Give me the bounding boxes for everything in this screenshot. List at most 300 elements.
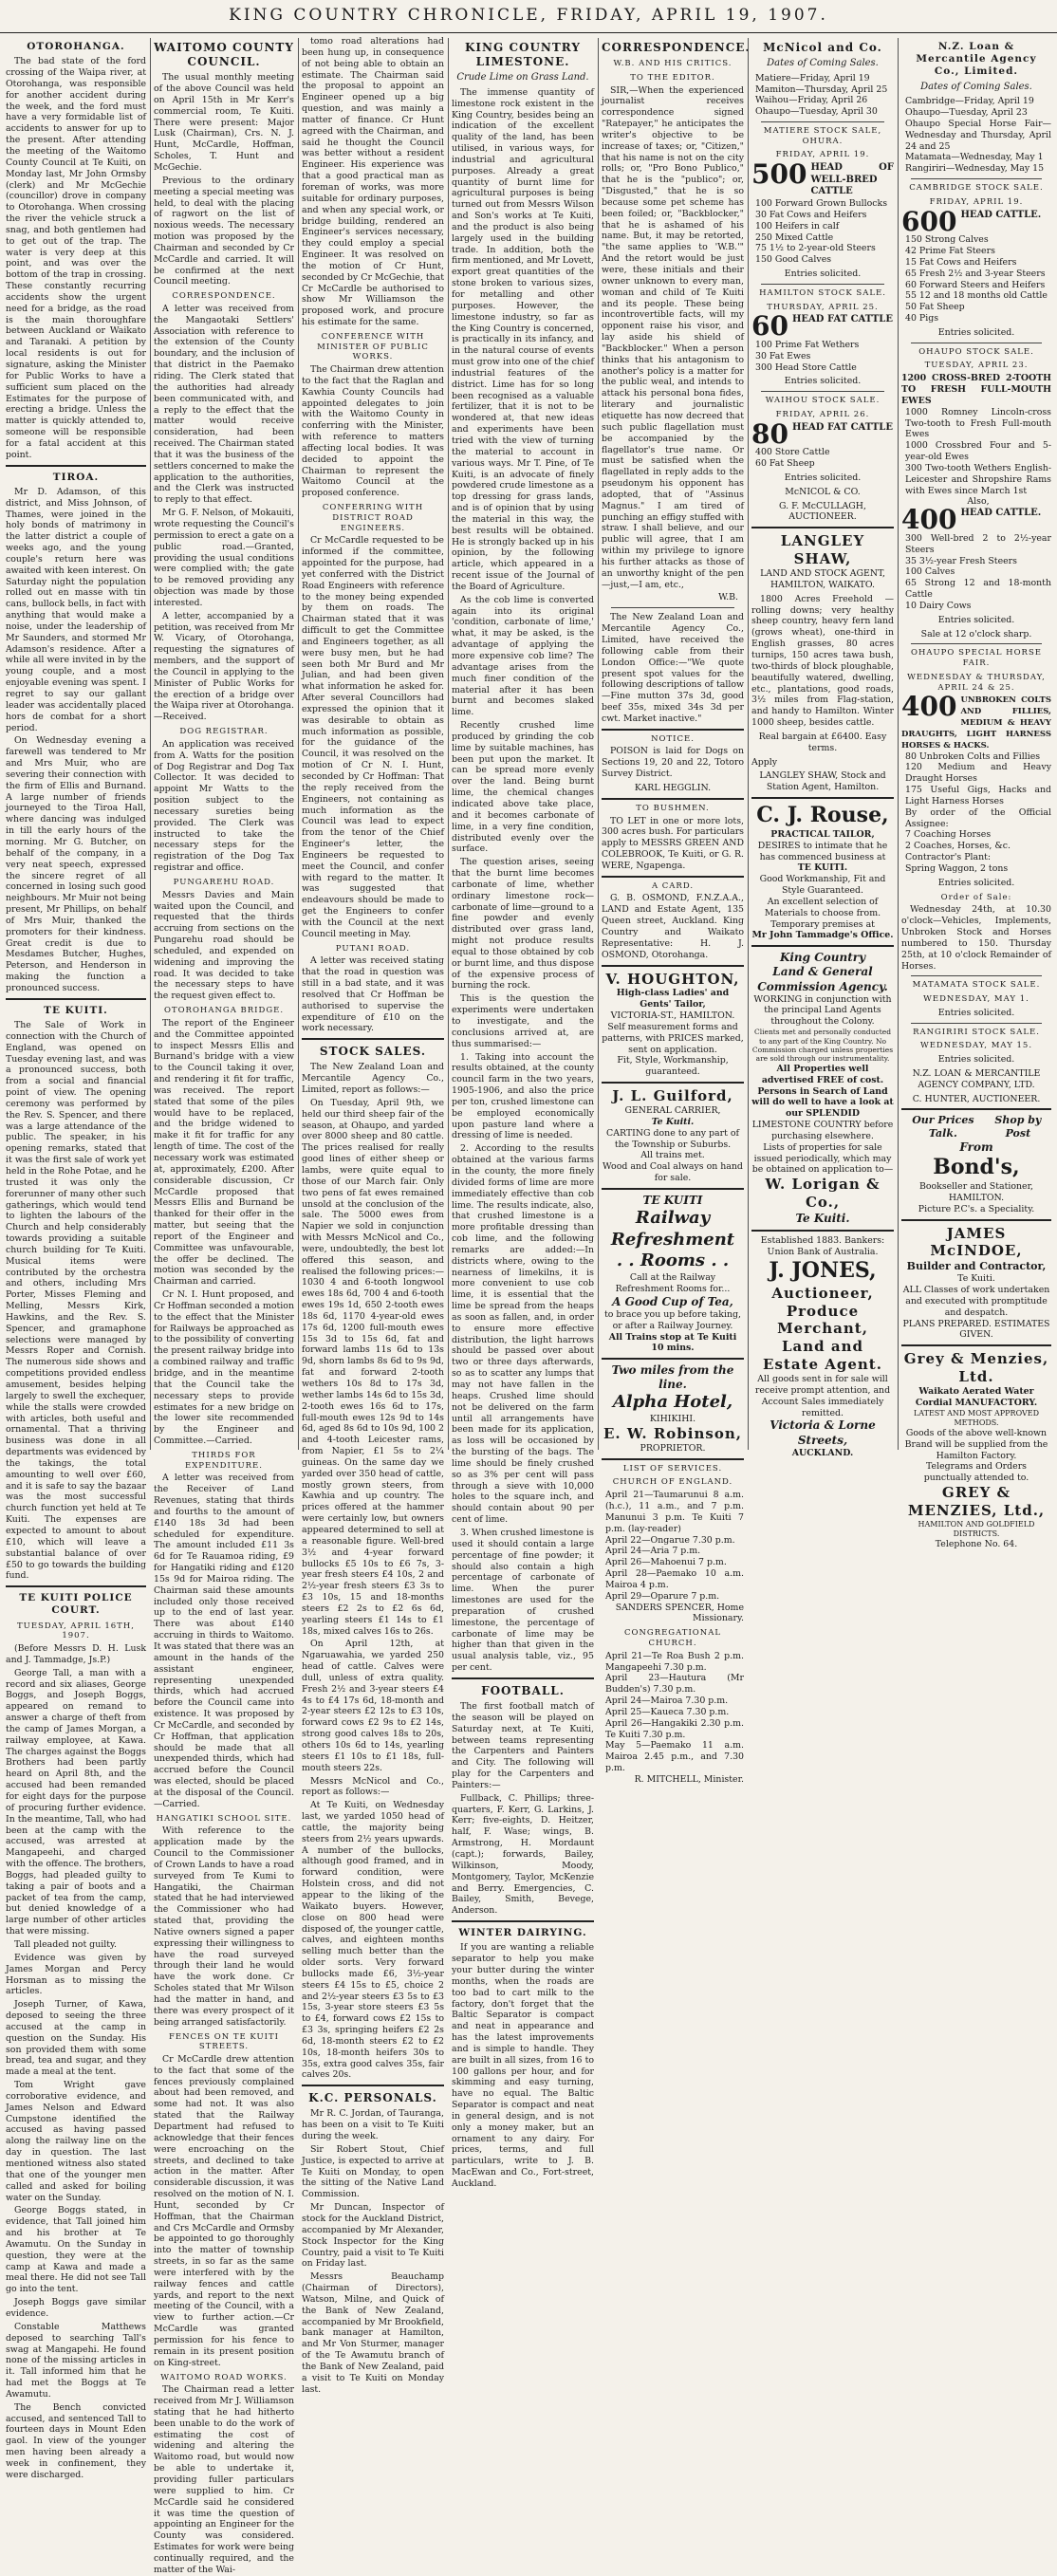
jones-trade3: Land and — [782, 1338, 863, 1356]
sale-title: HEAD FAT CATTLE — [791, 421, 893, 433]
sale-heading: OHAUPO SPECIAL HORSE FAIR. — [911, 648, 1042, 669]
article-paragraph: Constable Matthews deposed to searching Tall's swag at Mangapehi. He found none of the missing articles in it. Tall informed him that he had met the Boggs at Te Awamutu. — [6, 2321, 146, 2400]
list-item: Matiere—Friday, April 19 — [755, 72, 870, 83]
notice-heading: NOTICE. — [651, 733, 695, 744]
langley-price: Real bargain at £6400. Easy terms. — [758, 731, 887, 753]
bonds-speciality: Picture P.C's. a Speciality. — [918, 1203, 1035, 1214]
entries-solicited: Entries solicited. — [937, 614, 1015, 625]
sale-title: HEAD CATTLE. — [960, 508, 1042, 519]
mcindoe-plans: PLANS PREPARED. ESTIMATES GIVEN. — [902, 1318, 1050, 1341]
article-paragraph: Recently crushed lime produced by grinding the cob lime by suitable machines, has been put upon the market. It can be spread more evenly over the land. Being burnt lime, the chemical changes indicated above take place, and it becomes carbonate of lime, in a very fine condition, distributed evenly over the surface. — [452, 720, 594, 855]
divider — [751, 527, 894, 528]
list-item: 300 Head Store Cattle — [755, 361, 857, 373]
coe-signature: SANDERS SPENCER, Home Missionary. — [615, 1602, 744, 1624]
list-item: 175 Useful Gigs, Hacks and Light Harness Horses — [905, 785, 1051, 806]
langley-signature: LANGLEY SHAW, Stock and Station Agent, Hamilton. — [759, 770, 886, 793]
divider — [911, 1023, 1042, 1024]
kc-agency-line2: Land & General — [772, 965, 873, 979]
heading-tiroa: TIROA. — [52, 471, 100, 483]
article-paragraph: The New Zealand Loan and Mercantile Agency Co., Limited, report as follows:— — [302, 1062, 444, 1096]
article-paragraph: The report of the Engineer and the Committee appointed to inspect Messrs Ellis and Burnand's bridge with a view to the Council taking it over, and rendering it fit for traffic, was received. The report stated that some of the piles would have to be replaced, and the bridge widened to make it fit for traffic for any length of time. The cost of the necessary work was estimated at, approximately, £200. After considerable discussion, Cr McCardle proposed that Messrs Ellis and Burnand be thanked for their offer in the matter, but seeing that the report of the Engineer and Committee was unfavourable, the offer be declined. The motion was seconded by the Chairman and carried. — [154, 1017, 294, 1288]
article-paragraph: A letter was received from the Receiver of Land Revenues, stating that thirds and fourths to the amount of £140 18s 3d had been scheduled for expenditure. The amount included £11 3s 6d for Te Rauamoa riding, £9 for Hangatiki riding and £120 15s 9d for Mairoa riding. The Chairman said these amounts included only those received up to the end of last year. There was about £140 accruing in thirds to Waitomo. It was stated that there was an amount in the hands of the assistant engineer, representing unexpended thirds, which had accrued before the Council came into existence. It was proposed by Cr McCardle, and seconded by Cr Hoffman, that application should be made that all unexpended thirds, which had accrued before the Council was elected, should be placed at the disposal of the Council.—Carried. — [154, 1473, 294, 1809]
houghton-guarantee: Fit, Style, Workmanship, guaranteed. — [617, 1055, 729, 1078]
list-item: 60 Forward Steers and Heifers — [905, 279, 1046, 290]
divider — [901, 1219, 1051, 1221]
article-paragraph: The New Zealand Loan and Mercantile Agency Co., Limited, have received the following cable from their London Office:—"We quote present spot values for the following descriptions of tallow—Fine mutton 37s 3d, good beef 35s, mixed 34s 3d per cwt. Market inactive." — [602, 612, 744, 724]
divider — [602, 798, 744, 800]
coe-services — [602, 1490, 744, 1602]
list-item: April 21—Taumarunui 8 a.m. (h.c.), 11 a.m., and 7 p.m. Manunui 3 p.m. Te Kuiti 7 p.m. (lay-reader) — [605, 1490, 744, 1534]
article-paragraph: If you are wanting a reliable separator to help you make your butter during the winter months, when the roads are too bad to cart milk to the factory, don't forget that the Baltic Separator is compact and neat in appearance and has the latest improvements and is simple to handle. They are built in all sizes, from 16 to 100 gallons per hour, and for skimming and easy turning, have no equal. The Baltic Separator is compact and neat in general design, and is not only a money maker, but an ornament to any dairy. For prices, terms, and full particulars, write to J. B. MacEwan and Co., Fort-street, Auckland. — [452, 1942, 594, 2190]
mcindoe-name: JAMES McINDOE, — [930, 1224, 1023, 1260]
sale-items — [751, 198, 894, 266]
grey-menzies-name-2: GREY & MENZIES, Ltd., — [907, 1484, 1046, 1519]
list-item: Ohaupo—Tuesday, April 23 — [905, 107, 1028, 119]
list-item: 40 Pigs — [905, 313, 939, 324]
sale-count: 400 — [901, 691, 957, 723]
refreshment-town: TE KUITI — [642, 1193, 703, 1207]
refreshment-call: Call at the Railway Refreshment Rooms for... — [615, 1272, 731, 1294]
court-date: TUESDAY, APRIL 16TH, 1907. — [17, 1621, 135, 1641]
article-paragraph: 2. According to the results obtained at the various farms in the county, the more finely divided forms of lime are more immediately effective than cob lime. The results indicate, also, that crushed limestone is a more profitable dressing than cob lime, and the following remarks are added:—In districts where, owing to the nearness of limekilns, it is more convenient to use cob lime, it is essential that the lime be spread from the heaps as soon as fallen, and, in order to ensure more effective distribution, the light harrows should be passed over about two or three days afterwards, so as to scatter any lumps that may not have fallen in the heaps. Crushed lime should not be delivered on the farm until all arrangements have been made for its application, as loss will be occasioned by the bursting of the bags. The lime should be finely crushed so as 3% per cent will pass through a sieve with 10,000 holes to the square inch, and should contain about 90 per cent of lime. — [452, 1143, 594, 1526]
heading-kc-personals: K.C. PERSONALS. — [308, 2091, 437, 2105]
divider — [602, 1082, 744, 1084]
entries-solicited: Entries solicited. — [937, 326, 1015, 338]
rouse-guarantee: Good Workmanship, Fit and Style Guaranteed. — [759, 874, 886, 897]
entries-solicited: Entries solicited. — [937, 1007, 1015, 1018]
rouse-town: TE KUITI. — [797, 862, 848, 874]
article-paragraph: A letter was received stating that the road in question was still in a bad state, and it was resolved that Cr Hoffman be authorised to supervise the expenditure of £10 on the work necessary. — [302, 955, 444, 1034]
column-3 — [302, 36, 444, 2395]
heading-correspondence: CORRESPONDENCE. — [602, 41, 751, 54]
subheading: DOG REGISTRAR. — [179, 727, 269, 737]
entries-solicited: Entries solicited. — [784, 472, 862, 483]
list-item: 400 Store Cattle — [755, 447, 830, 458]
heading-winter-dairying: WINTER DAIRYING. — [458, 1927, 587, 1939]
jones-trade1: Auctioneer, — [771, 1284, 874, 1302]
article-paragraph: The question arises, seeing that the burnt lime becomes carbonate of lime, whether ordinary limestone rock—carbonate of lime—ground to a fine powder and evenly distributed over grass land, might not produce results equal to those obtained by cob or burnt lime, and thus dispose of the expensive process of burning the rock. — [452, 857, 594, 991]
list-item: 80 Unbroken Colts and Fillies — [905, 751, 1041, 762]
article-paragraph: Joseph Turner, of Kawa, deposed to seeing the three accused at the camp in question on the Sunday. His son provided them with some bread, tea and sugar, and they made a meal at the tent. — [6, 1999, 146, 2078]
kc-agency-text: WORKING in conjunction with the principal Land Agents throughout the Colony. — [753, 993, 892, 1028]
list-item: 42 Prime Fat Steers — [905, 246, 995, 256]
article-paragraph: The first football match of the season will be played on Saturday next, at Te Kuiti, between teams representing the Carpenters and Painters and City. The following will play for the Carpenters and Painters:— — [452, 1701, 594, 1790]
rouse-temporary: Temporary premises at — [770, 918, 875, 930]
grey-menzies-text: Goods of the above well-known Brand will be supplied from the Hamilton Factory. — [904, 1427, 1048, 1461]
sale-count: 80 — [751, 417, 788, 450]
langley-trade: LAND AND STOCK AGENT, — [760, 568, 885, 580]
article-paragraph: The immense quantity of limestone rock existent in the King Country, besides being an indication of the excellent quality of the land, has been utilised, in various ways, for industrial and agricultural purposes. Already a great quantity of burnt lime for agricultural purposes is being turned out from Messrs Wilson and Son's works at Te Kuiti, and the product is also being largely used in the building trade. In addition, both the firm mentioned, and Mr Lovett, export great quantities of the stone broken to various sizes, for metalling and other purposes. However, the limestone industry, so far as the King Country is concerned, is practically in its infancy, and in the natural course of events must grow into one of the chief industrial features of the district. Lime has for so long been recognised as a valuable fertilizer, that it is not to be wondered at, that new ideas and experiments have been tried with the view of turning the material to account in various ways. Mr T. Pine, of Te Kuiti, is an advocate of finely powdered crude limestone as a top dressing for grass lands, and is of opinion that by using the material in this way, the best results will be obtained. He is strongly backed up in his opinion, by the following article, which appeared in a recent issue of the Journal of the Board of Agriculture. — [452, 86, 594, 592]
heading-waitomo-council: WAITOMO COUNTY COUNCIL. — [154, 41, 294, 69]
refreshment-tea: A Good Cup of Tea, — [612, 1294, 733, 1308]
entries-solicited: Entries solicited. — [937, 1054, 1015, 1066]
sale-heading: MATAMATA STOCK SALE. — [912, 980, 1041, 991]
column-7 — [901, 36, 1051, 1549]
divider — [602, 1358, 744, 1360]
langley-name: LANGLEY SHAW, — [780, 532, 865, 568]
list-item: Also, — [967, 496, 990, 508]
grey-menzies-methods: LATEST AND MOST APPROVED METHODS. — [913, 1408, 1040, 1427]
list-item: Cambridge—Friday, April 19 — [905, 96, 1034, 107]
article-paragraph: At Te Kuiti, on Wednesday last, we yarded 1050 head of cattle, the majority being steers from 2½ years upwards. A number of the bullocks, although good framed, and in forward condition, were Holstein cross, and did not appear to the liking of the Waikato buyers. However, close on 800 head were disposed of, the younger cattle, calves, and eighteen months selling much better than the older sorts. Very forward bullocks made £6, 3½-year steers £4 15s to £5, choice 2 and 2½-year steers £3 5s to £3 15s, 3-year store steers £3 5s to £4, forward cows £2 15s to £3 3s, springing heifers £2 2s 6d, 18-month steers £2 to £2 10s, 18-month heifers 30s to 35s, extra good calves 35s, fair calves 20s. — [302, 1800, 444, 2081]
lorigan-town: Te Kuiti. — [795, 1212, 850, 1226]
masthead: KING COUNTRY CHRONICLE, FRIDAY, APRIL 19, 1907. — [0, 6, 1057, 33]
sale-count: 400 — [901, 504, 957, 536]
list-item: 50 Fat Sheep — [905, 302, 965, 313]
divider — [751, 797, 894, 799]
kc-agency-limestone: LIMESTONE COUNTRY before purchasing elsewhere. — [751, 1120, 894, 1141]
bonds-slogan-right: Shop by Post — [994, 1114, 1042, 1140]
sale-count: 60 — [751, 310, 788, 343]
article-paragraph: As the cob lime is converted again into its original 'condition, carbonate of lime,' what, it may be asked, is the advantage of applying the more expensive cob lime? The advantage arises from the much finer condition of the material after it has been burnt and becomes slaked lime. — [452, 594, 594, 718]
sale-items — [751, 447, 894, 470]
list-item: 2 Coaches, Horses, &c. — [905, 841, 1011, 852]
article-paragraph: Mr Duncan, Inspector of stock for the Auckland District, accompanied by Mr Alexander, Stock Inspector for the King Country, paid a visit to Te Kuiti on Friday last. — [302, 2202, 444, 2270]
divider — [761, 391, 884, 392]
divider — [602, 965, 744, 967]
langley-town: HAMILTON, WAIKATO. — [770, 579, 876, 590]
jones-trade4: Estate Agent. — [763, 1356, 882, 1374]
jones-trade2: Produce Merchant, — [777, 1302, 868, 1338]
cong-heading: CONGREGATIONAL CHURCH. — [624, 1628, 721, 1648]
alpha-hotel-name: Alpha Hotel, — [612, 1392, 733, 1413]
article-paragraph: 3. When crushed limestone is used it should contain a large percentage of fine powder; it should also contain a high percentage of carbonate of lime. When the purer limestones are used for the preparation of crushed limestone, the percentage of carbonate of lime may be higher than that given in the usual analysis table, viz., 95 per cent. — [452, 1527, 594, 1674]
list-item: 100 Prime Fat Wethers — [755, 339, 860, 350]
jones-established: Established 1883. Bankers: Union Bank of Australia. — [760, 1235, 885, 1258]
guilford-town: Te Kuiti. — [651, 1116, 695, 1127]
list-item: 15 Fat Cows and Heifers — [905, 256, 1017, 268]
list-item: 75 1½ to 2-year-old Steers — [755, 243, 876, 254]
heading-football: FOOTBALL. — [481, 1683, 565, 1697]
kc-agency-search: Persons in Search of Land will do well to have a look at our SPLENDID — [751, 1085, 894, 1120]
bonds-trade: Bookseller and Stationer, — [918, 1180, 1034, 1192]
list-item: April 24—Aria 7 p.m. — [605, 1546, 701, 1557]
subheading: PUNGAREHU ROAD. — [173, 878, 275, 887]
list-item: Ohaupo—Tuesday, April 30 — [755, 106, 878, 118]
divider — [602, 1188, 744, 1190]
sale-heading: RANGIRIRI STOCK SALE. — [913, 1027, 1040, 1037]
entries-solicited: Entries solicited. — [784, 376, 862, 387]
article-paragraph: Joseph Boggs gave similar evidence. — [6, 2297, 146, 2319]
grey-menzies-districts: HAMILTON AND GOLDFIELD DISTRICTS. — [918, 1519, 1035, 1538]
article-paragraph: Messrs Davies and Main waited upon the Council, and requested that the thirds accruing from sections on the Pungarehu road should be scheduled, and expended on widening and improving the road. It was decided to take the necessary steps to have the request given effect to. — [154, 889, 294, 1002]
divider — [901, 1344, 1051, 1346]
sale-heading: OHAUPO STOCK SALE. — [918, 346, 1034, 357]
sale-date: TUESDAY, APRIL 23. — [924, 361, 1029, 371]
cong-services — [602, 1651, 744, 1774]
grey-menzies-telephone: Telephone No. 64. — [935, 1538, 1018, 1549]
sale-date: FRIDAY, APRIL 26. — [775, 409, 870, 419]
notice-text: POISON is laid for Dogs on Sections 19, 20 and 22, Totoro Survey District. — [602, 746, 744, 780]
article-paragraph: Cr McCardle drew attention to the fact that some of the fences previously complained about had been removed, and some had not. It was also stated that the Railway Department had refused to acknowledge that their fences were encroaching on the streets, and declined to take action in the matter. After considerable discussion, it was resolved on the motion of N. I. Hunt, seconded by Cr Hoffman, that the Chairman and Crs McCardle and Ormsby be appointed to go thoroughly into the matter of township streets, in so far as the same were interfered with by the railway fences and cattle yards, and report to the next meeting of the Council, with a view to further action.—Cr McCardle was granted permission for his fence to remain in its present position on King-street. — [154, 2053, 294, 2368]
sale-items — [751, 340, 894, 374]
heading-te-kuiti: TE KUITI. — [44, 1004, 108, 1016]
column-rule — [598, 38, 599, 1450]
sale-date: WEDNESDAY & THURSDAY, APRIL 24 & 25. — [907, 672, 1046, 693]
subheading: OTOROHANGA BRIDGE. — [163, 1006, 285, 1016]
kc-agency-lists: Lists of properties for sale issued periodically, which may be obtained on application to— — [751, 1141, 894, 1176]
article-paragraph: Messrs Beauchamp (Chairman of Directors), Watson, Milne, and Quick of the Bank of New Zealand, accompanied by Mr Brookfield, bank manager at Hamilton, and Mr Von Sturmer, manager of the Te Awamutu branch of the Bank of New Zealand, paid a visit to Te Kuiti on Monday last. — [302, 2271, 444, 2395]
article-paragraph: The Sale of Work in connection with the Church of England, was opened on Tuesday evening last, and was a pronounced success, both from a social and financial point of view. The opening ceremony was performed by the Rev. S. Spencer, and there was a large attendance of the public. The speaker, in his opening remarks, stated that it was the first sale of work yet held in the Rohe Potae, and he trusted it was only the forerunner of many other such gatherings, which would tend to lighten the labours of the Church and help considerably towards providing a suitable church building for Te Kuiti. Musical items were contributed by the orchestra and others, including Mrs Porter, Misses Fleming and Melling, Messrs Kirk, Hawkins, and the Rev. S. Spencer, and gramaphone selections were managed by Messrs Roper and Cornish. The numerous side shows and competitions provided endless amusement, besides helping largely to swell the exchequer, while the stalls were crowded with articles, both useful and ornamental. That a thriving business was done in all departments was evidenced by the takings, the total amounting to well over £60, and it is safe to say the bazaar was the most successful church function yet held at Te Kuiti. The expenses are expected to amount to about £10, which will leave a substantial balance of over £50 to go towards the building fund. — [6, 1020, 146, 1582]
refreshment-brace: to brace you up before taking, or after a Railway Journey. — [604, 1308, 741, 1331]
article-paragraph: A letter, accompanied by a petition, was received from Mr W. Vicary, of Otorohanga, requesting the signatures of members, and the support of the Council in applying to the Minister of Public Works for the erection of a bridge over the Waipa river at Otorohanga.—Received. — [154, 610, 294, 723]
grey-menzies-name: Grey & Menzies, Ltd. — [903, 1350, 1049, 1386]
list-item: May 5—Paemako 11 a.m. Mairoa 2.45 p.m., and 7.30 p.m. — [605, 1740, 744, 1774]
houghton-text: Self measurement forms and patterns, with PRICES marked, sent on application. — [602, 1021, 744, 1055]
heading-otorohanga: OTOROHANGA. — [27, 41, 125, 52]
divider — [751, 1230, 894, 1232]
article-paragraph: With reference to the application made by the Council to the Commissioner of Crown Lands to have a road surveyed from Te Kumi to Hangatiki, the Chairman stated that he had interviewed the Commissioner who had stated that, providing the Native owners signed a paper expressing their willingness to have the road surveyed through their land he would have the work done. Cr Scholes stated that Mr Wilson had the matter in hand, and there was every prospect of it being arranged satisfactorily. — [154, 1825, 294, 2028]
divider — [302, 2085, 444, 2086]
list-item: 35 3½-year Fresh Steers — [905, 555, 1017, 566]
refreshment-trains: All Trains stop at Te Kuiti 10 mins. — [608, 1331, 737, 1354]
bonds-slogan-left: Our Prices Talk. — [912, 1114, 974, 1140]
rouse-text: DESIRES to intimate that he has commenced business at — [757, 840, 888, 862]
divider — [761, 284, 884, 285]
column-6 — [751, 36, 894, 1458]
entries-solicited: Entries solicited. — [937, 877, 1015, 888]
dates-heading: Dates of Coming Sales. — [920, 81, 1032, 92]
mcindoe-trade: Builder and Contractor, — [906, 1260, 1047, 1273]
article-paragraph: This is the question the experiments were undertaken to investigate, and the conclusions arrived at, are thus summarised:— — [452, 993, 594, 1049]
sale-items — [901, 751, 1051, 875]
sale-title: HEAD FAT CATTLE — [791, 314, 893, 325]
list-item: 55 12 and 18 months old Cattle — [905, 290, 1048, 302]
subheading: HANGATIKI SCHOOL SITE. — [156, 1813, 292, 1824]
order-heading: Order of Sale: — [940, 892, 1012, 902]
column-rule — [298, 38, 299, 1450]
article-paragraph: On Wednesday evening a farewell was tendered to Mr and Mrs Muir, who are severing their connection with the firm of Ellis and Burnand. A large number of friends journeyed to the Tiroa Hall, where dancing was indulged in till the early hours of the morning. Mr G. Butcher, on behalf of the company, in a very neat speech, expressed the sincere regret of all concerned in losing such good neighbours. Mr Muir not being present, Mr Phillips, on behalf of Mrs Muir, thanked the promoters for their kindness. Great credit is due to Mesdames Butcher, Hughes, Peterson, and Henderson in making the function a pronounced success. — [6, 735, 146, 993]
kc-agency-line3: Commission Agency. — [757, 979, 888, 993]
divider — [611, 607, 734, 608]
sale-date: THURSDAY, APRIL 25. — [767, 302, 879, 312]
article-paragraph: Cr N. I. Hunt proposed, and Cr Hoffman seconded a motion to the effect that the Minister for Railways be approached as to the possibility of converting the present railway bridge into a combined railway and traffic bridge, and in the meantime that the Council take the necessary steps to provide estimates for a new bridge on the lower site recommended by the Engineer and Committee.—Carried. — [154, 1289, 294, 1447]
list-item: April 22—Ongarue 7.30 p.m. — [605, 1534, 735, 1546]
article-paragraph: Sir Robert Stout, Chief Justice, is expected to arrive at Te Kuiti on Monday, to open the sitting of the Native Land Commission. — [302, 2143, 444, 2200]
robinson-title: PROPRIETOR. — [640, 1442, 706, 1454]
divider — [911, 178, 1042, 179]
jones-address: Victoria & Lorne Streets, — [770, 1418, 876, 1447]
kc-agency-line1: King Country — [779, 951, 866, 965]
article-paragraph: Evidence was given by James Morgan and Percy Horsman as to missing the articles. — [6, 1952, 146, 1997]
subheading: THIRDS FOR EXPENDITURE. — [185, 1450, 263, 1471]
subheading: FENCES ON TE KUITI STREETS. — [168, 2031, 280, 2052]
sale-items — [901, 407, 1051, 509]
subheading: CORRESPONDENCE. — [172, 291, 276, 302]
article-paragraph: The Bench convicted accused, and sentenced Tall to fourteen days in Mount Eden gaol. In view of the younger men having been already a week in confinement, they were discharged. — [6, 2401, 146, 2480]
lorigan-name: W. Lorigan & Co., — [765, 1176, 881, 1212]
dates-heading: Dates of Coming Sales. — [767, 58, 879, 69]
refreshment-title: Railway Refreshment — [610, 1208, 735, 1250]
article-paragraph: 1. Taking into account the results obtained, at the county council farm in the two years, 1905-1906, and also the price per ton, crushed limestone can be employed economically upon pasture land where a dressing of lime is needed. — [452, 1051, 594, 1141]
bonds-town: HAMILTON. — [948, 1192, 1005, 1203]
list-item: April 25—Kaueca 7.30 p.m. — [605, 1706, 730, 1717]
guilford-trade: GENERAL CARRIER, — [624, 1105, 721, 1117]
divider — [6, 998, 146, 1000]
list-item: April 23—Hautura (Mr Budden's) 7.30 p.m. — [605, 1673, 744, 1696]
column-rule — [448, 38, 449, 1450]
list-item: Rangiriri—Wednesday, May 15 — [905, 163, 1045, 175]
houghton-name: V. HOUGHTON, — [605, 970, 740, 988]
list-item: 300 Two-tooth Wethers English-Leicester and Shropshire Rams with Ewes since March 1st — [905, 462, 1051, 496]
list-item: By order of the Official Assignee: — [905, 806, 1051, 829]
article-paragraph: Mr R. C. Jordan, of Tauranga, has been on a visit to Te Kuiti during the week. — [302, 2108, 444, 2142]
rouse-trade: PRACTICAL TAILOR, — [770, 828, 875, 840]
bonds-from: From — [959, 1140, 993, 1155]
mcindoe-town: Te Kuiti. — [957, 1273, 995, 1285]
sale-count: 600 — [901, 205, 957, 237]
subheading: W.B. AND HIS CRITICS. — [613, 59, 732, 69]
list-item: 300 Well-bred 2 to 2½-year Steers — [905, 532, 1051, 555]
bushmen-text: TO LET in one or more lots, 300 acres bush. For particulars apply to MESSRS GREEN AND COLEBROOK, Te Kuiti, or G. R. WERE, Ngapenga. — [602, 815, 744, 871]
grey-menzies-trade: Waikato Aerated Water Cordial MANUFACTORY. — [915, 1385, 1038, 1408]
divider — [6, 1585, 146, 1587]
list-item: Spring Waggon, 2 tons — [905, 862, 1009, 874]
article-paragraph: George Tall, a man with a record and six aliases, George Boggs, and Joseph Boggs, appeared on remand to answer a charge of theft from the camp of James Morgan, a railway employee, at Kawa. The charges against the Boggs Brothers had been partly heard on April 8th, and the accused had been remanded for eight days for the purpose of procuring further evidence. In the meantime, Tall, who had been at the camp with the accused, was arrested at Mangapeehi, and charged with the offence. The brothers, Boggs, had pleaded guilty to taking a pair of boots and a packet of tea from the camp, but denied knowledge of a large number of other articles that were missing. — [6, 1667, 146, 1937]
sale-date: FRIDAY, APRIL 19. — [929, 196, 1024, 207]
divider — [6, 465, 146, 467]
sale-heading: HAMILTON STOCK SALE. — [759, 287, 886, 298]
list-item: Matamata—Wednesday, May 1 — [905, 152, 1044, 163]
langley-apply: Apply — [751, 756, 778, 768]
column-rule — [150, 38, 151, 1450]
alpha-town: KIHIKIHI. — [649, 1414, 696, 1425]
article-paragraph: The Chairman drew attention to the fact that the Raglan and Kawhia County Councils had appointed delegates to join with the Waitomo County in conferring with the Minister, with reference to matters affecting local bodies. It was decided to appoint the Chairman to represent the Waitomo Council at the proposed conference. — [302, 364, 444, 499]
kc-agency-advertised: All Properties well advertised FREE of cost. — [761, 1063, 884, 1085]
divider — [302, 1038, 444, 1040]
article-paragraph: The bad state of the ford crossing of the Waipa river, at Otorohanga, was responsible for another accident during the week, and the ford must have a very formidable list of accidents to answer for up to the present. After attending the meeting of the Waitomo County Council at Te Kuiti, on Monday last, Mr John Ormsby (clerk) and Mr McGechie (councillor) drove in company to Otorohanga. When crossing the river the vehicle struck a snag, and both gentlemen had to get out of the trap. The water is very deep at this point, and was over the bottom of the trap in crossing. These constantly recurring accidents show the urgent need for a bridge, as the road is the main thoroughfare between Auckland or Waikato and Taranaki. A petition by local residents is out for signature, asking the Minister for Public Works to have a sufficient sum placed on the Estimates for the purpose of erecting a bridge. Unless the matter is quickly attended to, someone will be responsible for a fatal accident at this point. — [6, 56, 146, 460]
card-heading: A CARD. — [651, 880, 695, 891]
sale-count: 500 — [751, 158, 807, 191]
column-2 — [154, 36, 294, 2575]
kc-agency-small: Clients met and personally conducted to any part of the King Country. No Commission charged unless properties are sold through our instrumentality. — [751, 1028, 894, 1064]
mcindoe-text: ALL Classes of work undertaken and executed with promptitude and despatch. — [902, 1284, 1050, 1318]
list-item: Contractor's Plant: — [905, 852, 992, 863]
list-item: Ohaupo Special Horse Fair—Wednesday and Thursday, April 24 and 25 — [905, 118, 1051, 152]
jones-city: AUCKLAND. — [791, 1447, 854, 1458]
column-5 — [602, 36, 751, 1785]
divider — [602, 1458, 744, 1460]
sale-items — [901, 533, 1051, 612]
sale-date: WEDNESDAY, MAY 1. — [923, 994, 1029, 1005]
guilford-name: J. L. Guilford, — [612, 1087, 733, 1105]
list-item: April 28—Paemako 10 a.m. Mairoa 4 p.m. — [605, 1568, 744, 1590]
article-paragraph: Messrs McNicol and Co., report as follows:— — [302, 1775, 444, 1798]
sale-date: WEDNESDAY, MAY 15. — [919, 1041, 1033, 1051]
heading-stock-sales: STOCK SALES. — [319, 1045, 427, 1059]
list-item: 100 Calves — [905, 566, 955, 578]
subheading: WAITOMO ROAD WORKS. — [160, 2372, 287, 2382]
bonds-name: Bond's, — [933, 1155, 1020, 1180]
subheading: CONFERRING WITH DISTRICT ROAD ENGINEERS. — [322, 503, 424, 533]
list-item: 100 Forward Grown Bullocks — [755, 197, 888, 209]
article-paragraph: A letter was received from the Mangaotaki Settlers' Association with reference to the extension of the County boundary, and the inclusion of that district in the Paemako riding. The Clerk stated that the authorities had already been communicated with, and a reply to the effect that the matter would receive consideration, had been received. The Chairman stated that it was the business of the settlers concerned to make the application to the authorities, and the Clerk was instructed to reply to that effect. — [154, 303, 294, 506]
list-item: 30 Fat Ewes — [755, 350, 811, 361]
rouse-selection: An excellent selection of Materials to choose from. — [764, 896, 881, 918]
card-text: G. B. OSMOND, F.N.Z.A.A., LAND and Estate Agent, 135 Queen street, Auckland. King Country and Waikato Representative: H. J. OSMOND, Otorohanga. — [602, 893, 744, 960]
divider — [452, 1677, 594, 1679]
divider — [761, 121, 884, 122]
list-item: April 26—Hangakiki 2.30 p.m. Te Kuiti 7.30 p.m. — [605, 1717, 744, 1740]
houghton-address: VICTORIA-ST., HAMILTON. — [610, 1010, 735, 1022]
services-heading: LIST OF SERVICES. — [622, 1463, 723, 1473]
sale-title: UNBROKEN COLTS AND FILLIES, MEDIUM & HEAVY DRAUGHTS, LIGHT HARNESS HORSES & HACKS. — [901, 695, 1051, 751]
list-item: 1000 Crossbred Four and 5-year-old Ewes — [905, 440, 1051, 463]
divider — [911, 975, 1042, 976]
sale-title: 1200 CROSS-BRED 2-TOOTH TO FRESH FULL-MOUTH EWES — [901, 373, 1051, 406]
rouse-office: Mr John Tammadge's Office. — [751, 930, 894, 941]
list-item: Mamiton—Thursday, April 25 — [755, 83, 888, 95]
article-paragraph: Cr McCardle requested to be informed if the committee, appointed for the purpose, had yet conferred with the District Road Engineers with reference to the money being expended by them on roads. The Chairman stated that it was difficult to get the Committee and Engineers together, as all were busy men, but he had seen both Mr Burd and Mr Julian, and had been given what information he asked for. After several Councillors had expressed the opinion that it was desirable to obtain as much information as possible, for the guidance of the Council, it was resolved on the motion of Cr N. I. Hunt, seconded by Cr Hoffman: That the reply received from the Engineers, not containing as much information as the Council was lead to expect from the tenor of the Chief Engineer's letter, the Engineers be requested to meet the Council, and confer with regard to the matter. It was suggested that endeavours should be made to get the Engineers to confer with the Council at the next Council meeting in May. — [302, 535, 444, 939]
subheading: TO THE EDITOR. — [630, 72, 715, 83]
list-item: 7 Coaching Horses — [905, 829, 992, 841]
article-paragraph: The usual monthly meeting of the above Council was held on April 15th in Mr Kerr's commercial room, Te Kuiti. There were present: Major Lusk (Chairman), Crs. N. J. Hunt, McCardle, Hoffman, Scholes, T. Hunt and McGechie. — [154, 72, 294, 173]
list-item: 150 Strong Calves — [905, 234, 989, 246]
sale-title: HEAD OF WELL-BRED CATTLE — [810, 162, 894, 197]
list-item: 60 Fat Sheep — [755, 458, 815, 470]
divider — [901, 1108, 1051, 1110]
list-item: April 26—Mahoenui 7 p.m. — [605, 1557, 727, 1568]
sale-heading: WAIHOU STOCK SALE. — [765, 396, 881, 406]
list-item: 150 Good Calves — [755, 254, 832, 266]
list-item: 100 Heifers in calf — [755, 220, 840, 232]
column-1 — [6, 36, 146, 2480]
order-text: Wednesday 24th, at 10.30 o'clock—Vehicles, Implements, Unbroken Stock and Horses numbered to 150. Thursday 25th, at 10 o'clock Remainder of Horses. — [901, 904, 1051, 972]
nzloan-heading: N.Z. Loan & Mercantile Agency Co., Limited. — [916, 41, 1037, 78]
bushmen-heading: TO BUSHMEN. — [636, 803, 710, 813]
column-rule — [898, 38, 899, 1450]
list-item: 30 Fat Cows and Heifers — [755, 209, 867, 220]
list-item: April 24—Mairoa 7.30 p.m. — [605, 1696, 729, 1707]
refreshment-rooms: . . Rooms . . — [616, 1251, 730, 1271]
guilford-wood: Wood and Coal always on hand for sale. — [603, 1161, 743, 1184]
subtitle: Crude Lime on Grass Land. — [456, 72, 589, 83]
robinson-name: E. W. Robinson, — [603, 1425, 742, 1442]
column-4 — [452, 36, 594, 2190]
grey-menzies-orders: Telegrams and Orders punctually attended to. — [923, 1461, 1029, 1484]
subheading: PUTANI ROAD. — [335, 943, 411, 954]
article-paragraph: On April 12th, at Ngaruawahia, we yarded 250 head of cattle. Calves were dull, unless of extra quality. Fresh 2½ and 3-year steers £4 4s to £4 17s 6d, 18-month and 2-year steers £2 12s to £3 10s, forward cows £2 9s to £2 14s, strong good calves 18s to 20s, others 10s 6d to 14s, yearling steers £1 10s to £1 18s, full-mouth steers 22s. — [302, 1639, 444, 1773]
article-paragraph: Fullback, C. Phillips; three-quarters, F. Kerr, G. Larkins, J. Kerr; five-eights, D. Heitzer, half, F. Wase; wings, B. Armstrong, H. Mordaunt (capt.); forwards, Bailey, Wilkinson, Moody, Montgomery, Taylor, McKenzie and Berry. Emergencies, C. Bailey, Smith, Bevege, Anderson. — [452, 1792, 594, 1917]
article-paragraph: (Before Messrs D. H. Lusk and J. Tammadge, Js.P.) — [6, 1643, 146, 1665]
article-paragraph: On Tuesday, April 9th, we held our third sheep fair of the season, at Ohaupo, and yarded over 8000 sheep and 80 cattle. The prices realised for really good lines of either sheep or lambs, were quite equal to those of our March fair. Only two pens of fat ewes remained unsold at the conclusion of the sale. The 5000 ewes from Napier we sold in conjunction with Messrs McNicol and Co., were, undoubtedly, the best lot offered this season, and realised the following prices:—1030 4 and 6-tooth longwool ewes 18s 6d, 700 4 and 6-tooth ewes 19s 1d, 650 2-tooth ewes 18s 6d, 1170 4-year-old ewes 17s 6d, 1200 full-mouth ewes 15s 3d to 15s 6d, fat and forward lambs 11s 6d to 13s 9d, shorn lambs 8s 6d to 9s 9d, fat and forward 2-tooth wethers 10s 8d to 17s 3d, wether lambs 14s 6d to 15s 3d, 2-tooth ewes 16s 6d to 17s, full-mouth ewes 12s 9d to 14s 6d, aged 8s 6d to 10s 9d, 100 2 and 4-tooth Leicester rams, from Napier, £1 5s to 2¼ guineas. On the same day we yarded over 350 head of cattle, mostly grown steers, from Kawhia and up country. The prices offered at the hammer were certainly low, but owners appeared determined to sell at a reasonable figure. Well-bred 3½ and 4-year forward bullocks £5 10s to £6 7s, 3-year fresh steers £4 10s, 2 and 2½-year fresh steers £3 3s to £3 10s, 15 and 18-months steers £2 2s to £2 6s 6d, yearling steers £1 14s to £1 18s, mixed calves 16s to 26s. — [302, 1097, 444, 1637]
sale-heading: CAMBRIDGE STOCK SALE. — [909, 183, 1044, 194]
article-paragraph: Mr G. F. Nelson, of Mokauiti, wrote requesting the Council's permission to erect a gate on a public road.—Granted, providing the usual conditions were complied with; the gate to be removed providing any objection was made by those interested. — [154, 508, 294, 608]
sale-heading: MATIERE STOCK SALE, OHURA. — [763, 126, 882, 146]
article-paragraph: The Chairman read a letter received from Mr J. Williamson stating that he had hitherto been unable to do the work of estimating the cost of widening and altering the Waitomo road, but would now be able to undertake it, providing fuller particulars were supplied to him. Cr McCardle said he considered it was time the question of appointing an Engineer for the County was considered. Estimates for work were being continually required, and the matter of the Wai- — [154, 2384, 294, 2575]
sale-items — [901, 234, 1051, 324]
sale-time: Sale at 12 o'clock sharp. — [920, 628, 1032, 639]
article-paragraph: Tall pleaded not guilty. — [14, 1938, 118, 1950]
list-item: April 29—Oparure 7 p.m. — [605, 1590, 720, 1602]
guilford-trains: All trains met. — [640, 1150, 705, 1161]
cong-signature: R. MITCHELL, Minister. — [634, 1773, 744, 1785]
article-paragraph: Mr D. Adamson, of this district, and Miss Johnson, of Thames, were joined in the holy bonds of matrimony in the latter district a couple of weeks ago, and the young couple's return here was awaited with keen interest. On Saturday night the population rolled out en masse with tin cans, bullock bells, in fact with anything that would make a noise, under the leadership of Mr Saunders, and stormed Mr Adamson's residence. After a while all were invited in by the young couple, and a most enjoyable evening was spent. I regret to say our gallant leader was accidentally placed hors de combat for a short period. — [6, 486, 146, 733]
divider — [602, 729, 744, 731]
auctioneer-signature: G. F. McCULLAGH, AUCTIONEER. — [779, 500, 866, 523]
nzloan-signature: N.Z. LOAN & MERCANTILE AGENCY COMPANY, LTD. — [912, 1067, 1041, 1090]
notice-signature: KARL HEGGLIN. — [634, 783, 712, 793]
list-item: 250 Mixed Cattle — [755, 232, 834, 243]
subheading: CONFERENCE WITH MINISTER OF PUBLIC WORKS. — [317, 331, 429, 362]
letter-paragraph: SIR,—When the experienced journalist receives correspondence signed "Ratepayer," he anticipates the writer's objective to be increase of taxes; or, "Citizen," that his name is not on the city rolls; or, "Pro Bono Publico," that he is the "publico"; or, "Disgusted," that he is so because some pet scheme has been foiled; or, "Backblocker," that he is ashamed of his name. But, it may be retorted, "the same applies to 'W.B.'" And the retort would be just were, these initials and their owner unknown to every man, woman and child of Te Kuiti and its people. These being incontrovertible facts, will my opponent raise his visor, and lay aside his shield of "Backblocker." When a person thinks that his antagonism to another's policy is a matter for the public weal, and intends to attack his personal bona fides, literary and journalistic etiquette has now decreed that such public flagellation must be accompanied by the flagellator's true name. Or must be satisfied when the flagellated in reply adds to the pseudonym his opponent has adopted, that of "Assinus Magnus." I am tired of punching an effigy stuffed with straw. I shall believe, and our public will agree, that I am within my privilege to ignore his further attacks as those of an unworthy knight of the pen—just,—I am, etc., — [602, 84, 744, 590]
rouse-name: C. J. Rouse, — [756, 803, 889, 828]
jones-text: All goods sent in for sale will receive prompt attention, and Account Sales immediately remitted. — [754, 1374, 891, 1418]
heading-police-court: TE KUITI POLICE COURT. — [19, 1592, 133, 1617]
coe-heading: CHURCH OF ENGLAND. — [612, 1477, 733, 1488]
alpha-two-miles: Two miles from the line. — [611, 1363, 734, 1392]
divider — [452, 1920, 594, 1922]
